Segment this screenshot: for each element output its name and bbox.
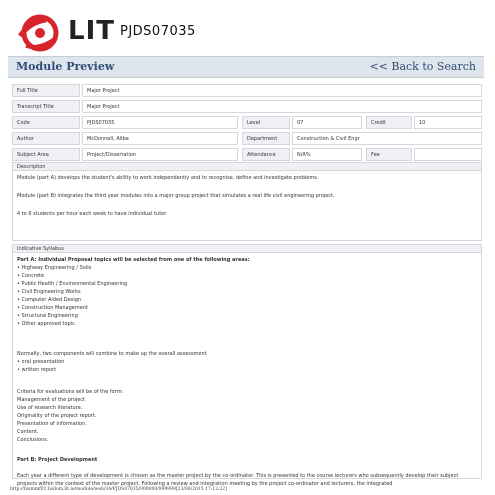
code-value: PJDS07035 xyxy=(82,116,238,129)
module-fields xyxy=(12,84,482,164)
description-para-3: 4 to 6 students per hour each week to have individual tutor xyxy=(17,211,167,217)
attendance-value: N/A% xyxy=(292,148,362,161)
topic-item: • Highway Engineering / Soils xyxy=(17,265,92,271)
topic-item: • Public Health / Environmental Engineering xyxy=(17,281,128,287)
criteria-item: Management of the project xyxy=(17,397,86,403)
full-title-label: Full Title xyxy=(12,84,80,97)
syllabus-box xyxy=(12,253,482,487)
logo-text: LIT xyxy=(68,16,115,46)
transcript-title-label: Transcript Title xyxy=(12,100,80,113)
topic-item: • Concrete xyxy=(17,273,45,279)
criteria-item: Presentation of information. xyxy=(17,421,87,427)
fee-label: Fee xyxy=(366,148,412,161)
criteria-item: Conclusions. xyxy=(17,437,49,443)
subject-area-label: Subject Area xyxy=(12,148,80,161)
page-title: Module Preview xyxy=(16,60,115,73)
criteria-item: Originality of the project report. xyxy=(17,413,97,419)
credit-label: Credit xyxy=(366,116,412,129)
site-header xyxy=(0,0,495,58)
topic-item: • Civil Engineering Works xyxy=(17,289,81,295)
criteria-item: Content. xyxy=(17,429,39,435)
spacer xyxy=(17,184,477,192)
level-value: 07 xyxy=(292,116,362,129)
criteria-item: Use of research literature. xyxy=(17,405,83,411)
footer-url: http://bismmf01.lisdom.lit.ie/module/web/34/PJDS07035/000000/999999[23/06/2015 17:12:22] xyxy=(10,487,227,492)
criteria-intro: Criteria for evaluations will be of the form: xyxy=(17,389,124,395)
part-a-heading: Part A: Individual Proposal topics will be selected from one of the following areas: xyxy=(17,257,250,263)
topic-item: • Other approved topic xyxy=(17,321,75,327)
credit-value: 10 xyxy=(414,116,482,129)
assessment-intro: Normally, two components will combine to make up the overall assessment xyxy=(17,351,207,357)
topic-item: • Construction Management xyxy=(17,305,88,311)
part-b-text: Each year a different type of development is chosen as the master project by the co-ordinator. This is presented to the course lecturers who subsequently develop their subject projects within the context of the master project. Following a review and integration meeting by the project co-ordinator and lecturers, the integrated xyxy=(17,473,459,487)
author-value: McDonnell, Ailbe xyxy=(82,132,238,145)
part-b-heading: Part B: Project Development xyxy=(17,457,98,463)
level-label: Level xyxy=(242,116,290,129)
lit-logo-icon xyxy=(16,14,62,52)
department-label: Department xyxy=(242,132,290,145)
author-label: Author xyxy=(12,132,80,145)
spacer xyxy=(17,374,477,388)
spacer xyxy=(17,328,477,350)
assessment-item: • oral presentation xyxy=(17,359,65,365)
field-row-full-title xyxy=(12,84,482,100)
assessment-item: • written report xyxy=(17,367,57,373)
syllabus-heading: Indicative Syllabus xyxy=(12,244,482,253)
module-code-title: PJDS07035 xyxy=(120,24,196,39)
spacer xyxy=(17,202,477,210)
field-row-code xyxy=(12,116,482,132)
subject-area-value: Project/Dissertation xyxy=(82,148,238,161)
transcript-title-value: Major Project xyxy=(82,100,482,113)
code-label: Code xyxy=(12,116,80,129)
description-heading: Description xyxy=(12,162,482,171)
topic-item: • Computer Aided Design xyxy=(17,297,82,303)
field-row-transcript-title xyxy=(12,100,482,116)
back-to-search-link[interactable]: << Back to Search xyxy=(369,60,476,73)
description-box xyxy=(12,171,482,241)
spacer xyxy=(17,464,477,472)
department-value: Construction & Civil Engr xyxy=(292,132,482,145)
spacer xyxy=(17,444,477,456)
topic-item: • Structural Engineering xyxy=(17,313,78,319)
full-title-value: Major Project xyxy=(82,84,482,97)
module-preview-bar xyxy=(8,56,484,78)
attendance-label: Attendance xyxy=(242,148,290,161)
description-para-1: Module (part A) develops the student's ability to work independently and to recognise, define and investigate problems. xyxy=(17,175,319,181)
fee-value xyxy=(414,148,482,161)
description-para-2: Module (part B) integrates the third year modules into a major group project that simulates a real life civil engineering project. xyxy=(17,193,335,199)
field-row-author xyxy=(12,132,482,148)
